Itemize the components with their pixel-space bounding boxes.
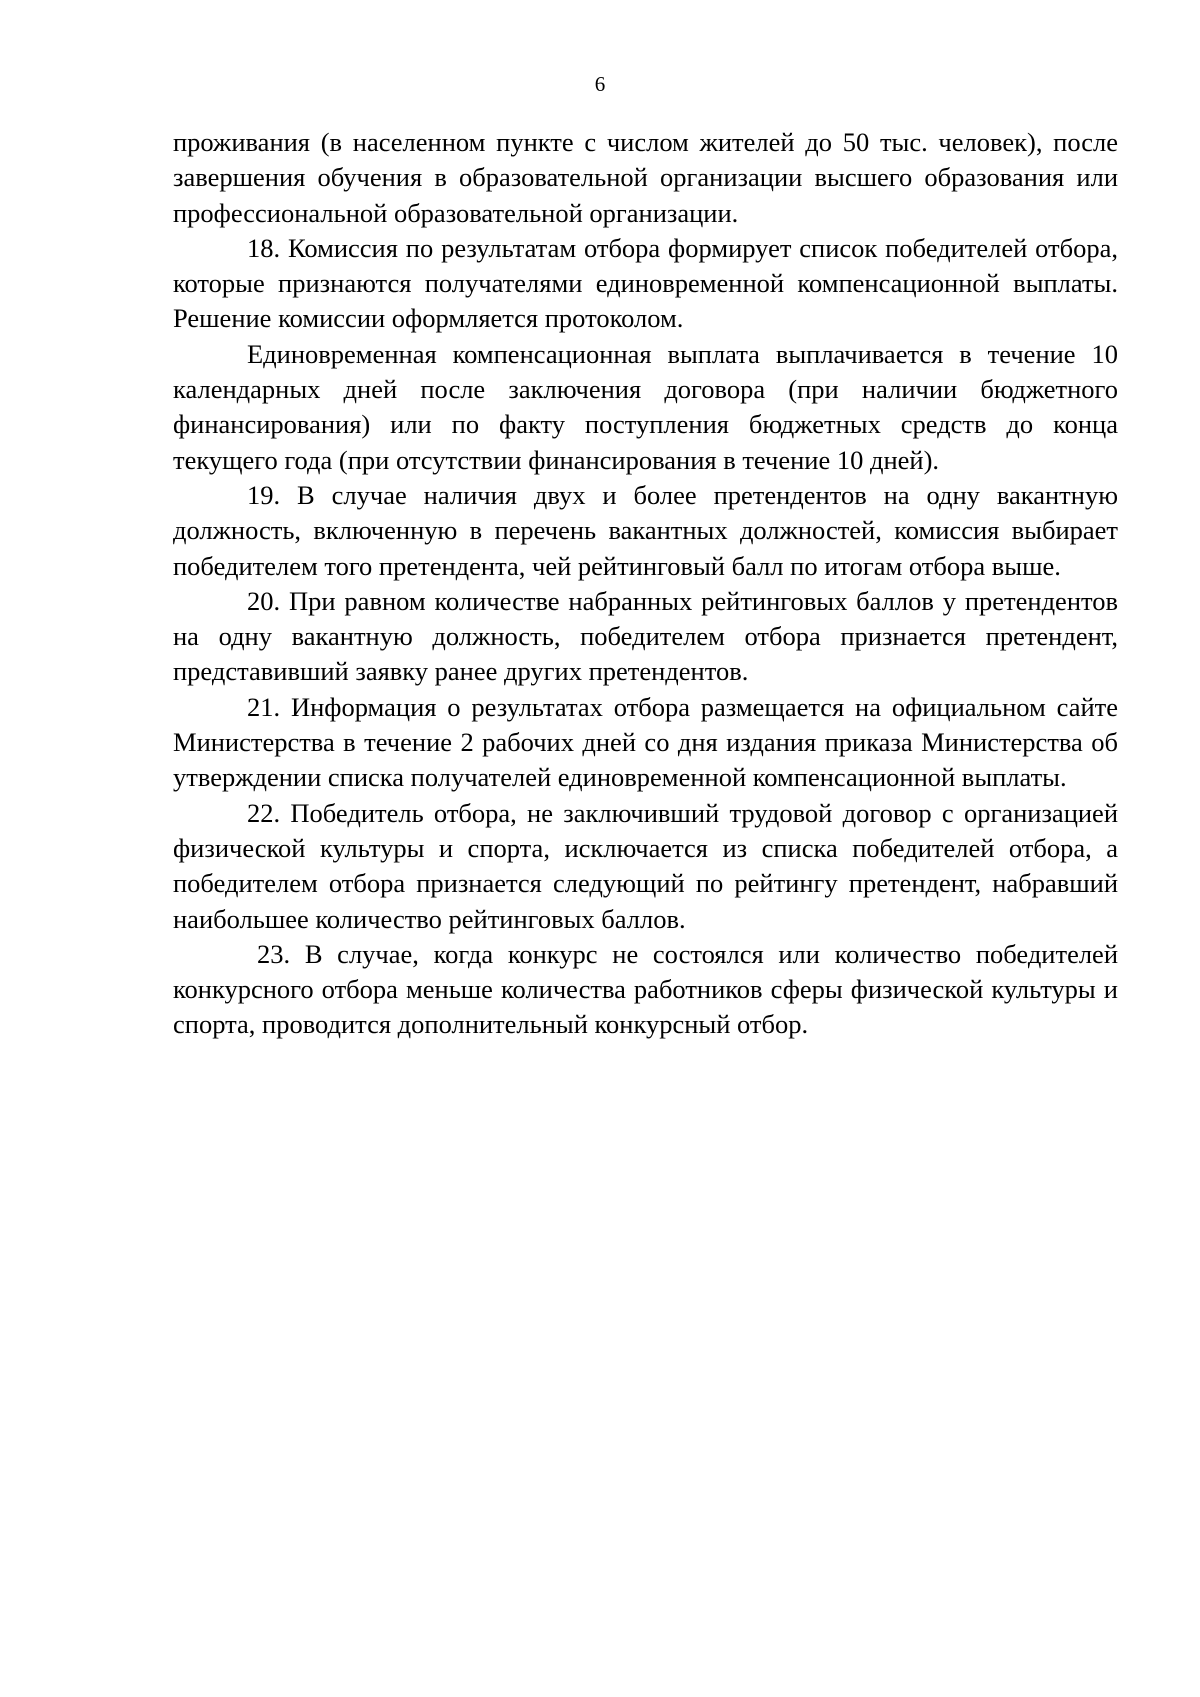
paragraph-continuation: проживания (в населенном пункте с числом жителей до 50 тыс. человек), после завершения обучения в образовательной организации высшего образования или профессиональной образовательной организации. [173, 127, 1118, 228]
page-number: 6 [594, 72, 606, 96]
paragraph-item-23: 23. В случае, когда конкурс не состоялся или количество победителей конкурсного отбора меньше количества работников сферы физической культуры и спорта, проводится дополнительный конкурсный отбор. [173, 938, 1118, 1040]
paragraph-item-21: 21. Информация о результатах отбора размещается на официальном сайте Министерства в течение 2 рабочих дней со дня издания приказа Министерства об утверждении списка получателей единовременной компенсационной выплаты. [173, 691, 1118, 793]
document-body [173, 125, 1118, 1043]
paragraph-item-22: 22. Победитель отбора, не заключивший трудовой договор с организацией физической культуры и спорта, исключается из списка победителей отбора, а победителем отбора признается следующий по рейтингу претендент, набравший наибольшее количество рейтинговых баллов. [173, 797, 1118, 934]
paragraph-item-18: 18. Комиссия по результатам отбора формирует список победителей отбора, которые признаются получателями единовременной компенсационной выплаты. Решение комиссии оформляется протоколом. [173, 232, 1118, 334]
paragraph-payment-terms: Единовременная компенсационная выплата выплачивается в течение 10 календарных дней после заключения договора (при наличии бюджетного финансирования) или по факту поступления бюджетных средств до конца текущего года (при отсутствии финансирования в течение 10 дней). [173, 338, 1118, 475]
paragraph-item-20: 20. При равном количестве набранных рейтинговых баллов у претендентов на одну вакантную должность, победителем отбора признается претендент, представивший заявку ранее других претендентов. [173, 585, 1118, 687]
paragraph-item-19: 19. В случае наличия двух и более претендентов на одну вакантную должность, включенную в перечень вакантных должностей, комиссия выбирает победителем того претендента, чей рейтинговый балл по итогам отбора выше. [173, 479, 1118, 581]
